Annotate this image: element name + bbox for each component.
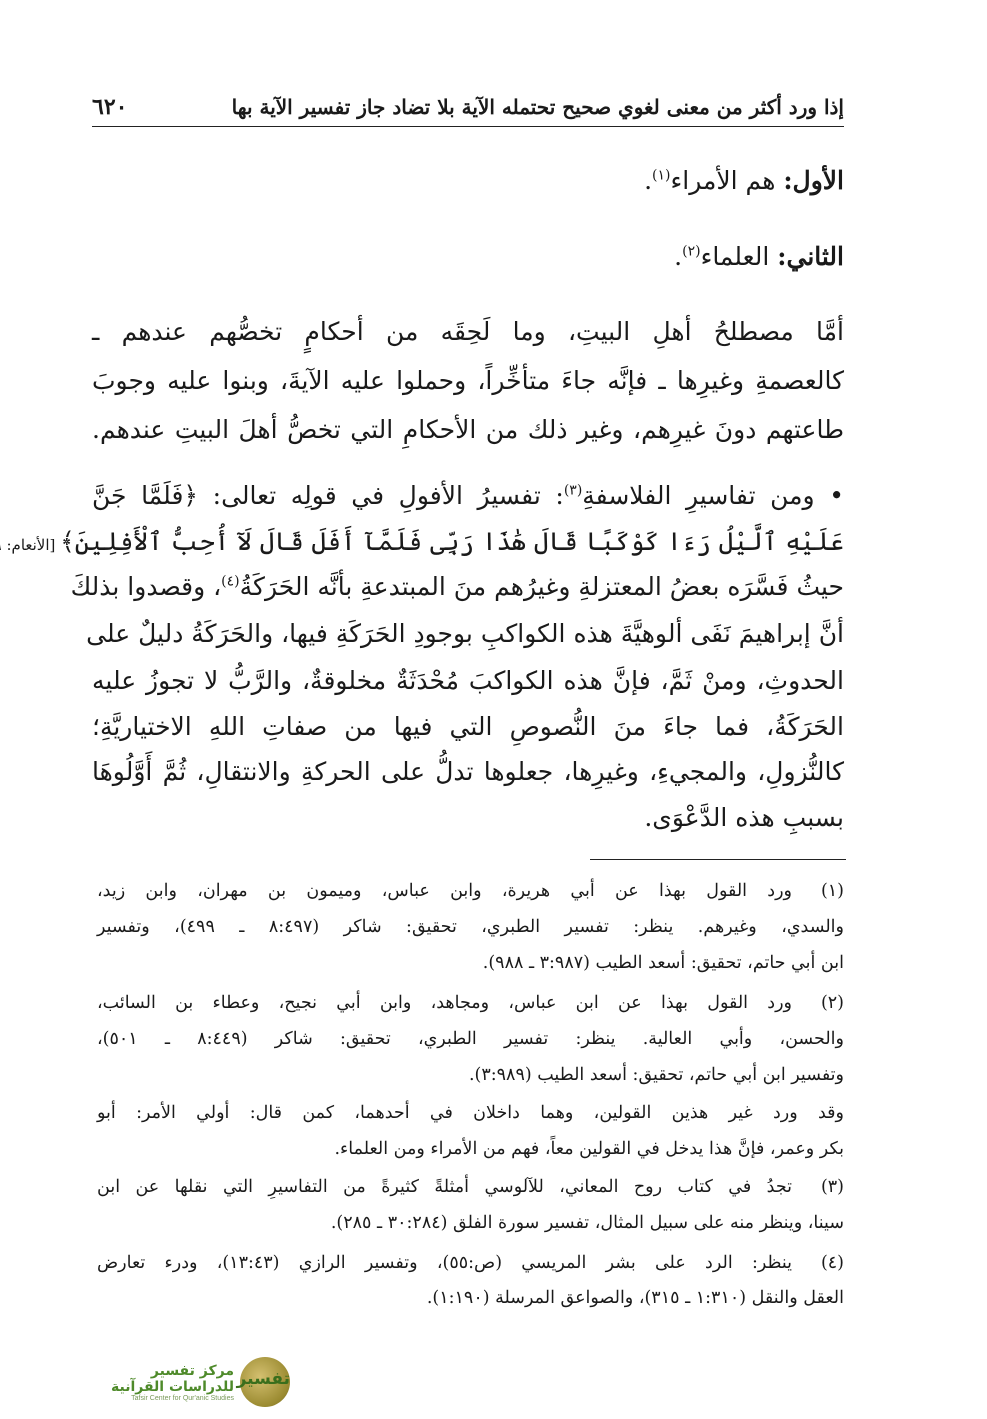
footnote-ref-1[interactable]: (١) (652, 167, 671, 184)
page-number: ٦٢٠ (92, 94, 128, 120)
footnote-2-line-3: وتفسير ابن أبي حاتم، تحقيق: أسعد الطيب (٣:٩٨٩). (468, 1065, 844, 1085)
footnote-4-line-1: ينظر: الرد على بشر المريسي (ص:٥٥)، وتفسير الرازي (١٣:٤٣)، ودرء تعارض (97, 1253, 792, 1273)
para2-line-1 (92, 476, 844, 516)
para2-line-3-a: حيثُ فَسَّرَه بعضُ المعتزلةِ وغيرُهم منَ المبتدعةِ بأنَّه الحَرَكَةُ (239, 572, 844, 601)
second-text: العلماء (700, 242, 778, 271)
footnote-3-line-2: سينا، وينظر منه على سبيل المثال، تفسير سورة الفلق (٣٠:٢٨٤ ـ ٢٨٥). (330, 1213, 844, 1233)
second-label: الثاني: (777, 242, 844, 271)
footnote-3-number: (٣) (820, 1177, 844, 1197)
para2-lead-rest: : تفسيرُ الأفولِ في قولِه تعالى: ﴿فَلَمَّا جَنَّ (92, 481, 564, 510)
footnote-ref-3[interactable]: (٣) (563, 482, 583, 499)
logo-english-name: Tafsir Center for Qur'anic Studies (131, 1394, 234, 1402)
first-text: هم الأمراء (670, 166, 784, 195)
second-opinion: الثاني: العلماء$^{(٢)}$. (674, 242, 844, 271)
para2-line-4: أنَّ إبراهيمَ نَفَى ألوهيَّةَ هذه الكواكبِ بوجودِ الحَرَكَةِ فيها، والحَرَكَةُ دليلٌ على (86, 619, 844, 648)
footnote-separator (590, 859, 846, 860)
para1-line-1: أمَّا مصطلحُ أهلِ البيتِ، وما لَحِقَه من أحكامٍ تخصُّهم عندهم ـ (92, 317, 844, 346)
para2-line-2 (6, 522, 844, 565)
footnote-2-number: (٢) (820, 993, 844, 1013)
footnote-2-extra-1: وقد ورد غير هذين القولين، وهما داخلان في أحدهما، كمن قال: أولي الأمر: أبو (97, 1103, 844, 1123)
para2-line-6: الحَرَكَةُ، فما جاءَ منَ النُّصوصِ التي فيها من صفاتِ اللهِ الاختياريَّةِ؛ (92, 712, 845, 741)
para1-line-3: طاعتهم دونَ غيرِهم، وغير ذلك من الأحكامِ التي تخصُّ أهلَ البيتِ عندهم. (92, 415, 844, 444)
para2-lead: • ومن تفاسيرِ الفلاسفةِ (582, 481, 844, 510)
footnote-2-extra-2: بكر وعمر، فإنَّ هذا يدخل في القولين معاً، فهم من الأمراء ومن العلماء. (334, 1139, 844, 1159)
footnote-4-line-2: العقل والنقل (١:٣١٠ ـ ٣١٥)، والصواعق المرسلة (١:١٩٠). (426, 1288, 844, 1308)
para2-line-3 (70, 567, 844, 607)
logo-arabic-name: مركز تفسير للدراسات القرآنية (111, 1362, 234, 1395)
page-header (92, 88, 844, 127)
footnote-2-line-1: ورد القول بهذا عن ابن عباس، ومجاهد، وابن أبي نجيح، وعطاء بن السائب، (97, 993, 792, 1013)
footnote-4-number: (٤) (820, 1253, 844, 1273)
para2-line-5: الحدوثِ، ومنْ ثَمَّ، فإنَّ هذه الكواكبَ مُحْدَثَةٌ مخلوقةٌ، والرَّبُّ لا تجوزُ عليه (92, 666, 844, 695)
footnote-3-line-1: تجدُ في كتاب روح المعاني، للآلوسي أمثلةً كثيرةً من التفاسيرِ التي نقلها عن ابن (97, 1177, 792, 1197)
para2-line-3-b: ، وقصدوا بذلكَ (70, 572, 222, 601)
footnote-1-line-3: ابن أبي حاتم، تحقيق: أسعد الطيب (٣:٩٨٧ ـ ٩٨٨). (482, 953, 844, 973)
first-opinion: الأول: هم الأمراء$^{(١)}$. (644, 166, 844, 195)
footnote-ref-2[interactable]: (٢) (682, 243, 701, 260)
para2-line-8: بسببِ هذه الدَّعْوَى. (644, 803, 844, 832)
tafsir-center-logo (98, 1355, 290, 1409)
first-label: الأول: (783, 166, 844, 195)
para2-line-7: كالنُّزولِ، والمجيءِ، وغيرِها، جعلوها تدلُّ على الحركةِ والانتقالِ، ثُمَّ أَوَّلُوهَا (92, 757, 844, 786)
footnote-1-line-1: ورد القول بهذا عن أبي هريرة، وابن عباس، وميمون بن مهران، وابن زيد، (97, 881, 792, 901)
para1-line-2: كالعصمةِ وغيرِها ـ فإنَّه جاءَ متأخِّراً، وحملوا عليه الآيةَ، وبنوا عليه وجوبَ (92, 366, 844, 395)
footnote-1-number: (١) (820, 881, 844, 901)
quran-verse: عَلَيْهِ ٱلَّيْلُ رَءَا كَوْكَبًا قَالَ هَٰذَا رَبِّى فَلَمَّآ أَفَلَ قَالَ لَآ أُحِبُّ ٱلْأَفِلِينَ﴾ (60, 527, 844, 556)
verse-reference: [الأنعام: (6, 536, 56, 554)
footnote-1-line-2: والسدي، وغيرهم. ينظر: تفسير الطبري، تحقيق: شاكر (٨:٤٩٧ ـ ٤٩٩)، وتفسير (97, 917, 844, 937)
running-title: إذا ورد أكثر من معنى لغوي صحيح تحتمله الآية بلا تضاد جاز تفسير الآية بها (231, 95, 844, 119)
footnote-ref-4[interactable]: (٤) (221, 573, 240, 590)
logo-text (98, 1363, 234, 1402)
globe-icon (236, 1357, 290, 1407)
footnote-2-line-2: والحسن، وأبي العالية. ينظر: تفسير الطبري، تحقيق: شاكر (٨:٤٤٩ ـ ٥٠١)، (97, 1029, 844, 1049)
logo-icon-text: تفسير (236, 1369, 290, 1389)
